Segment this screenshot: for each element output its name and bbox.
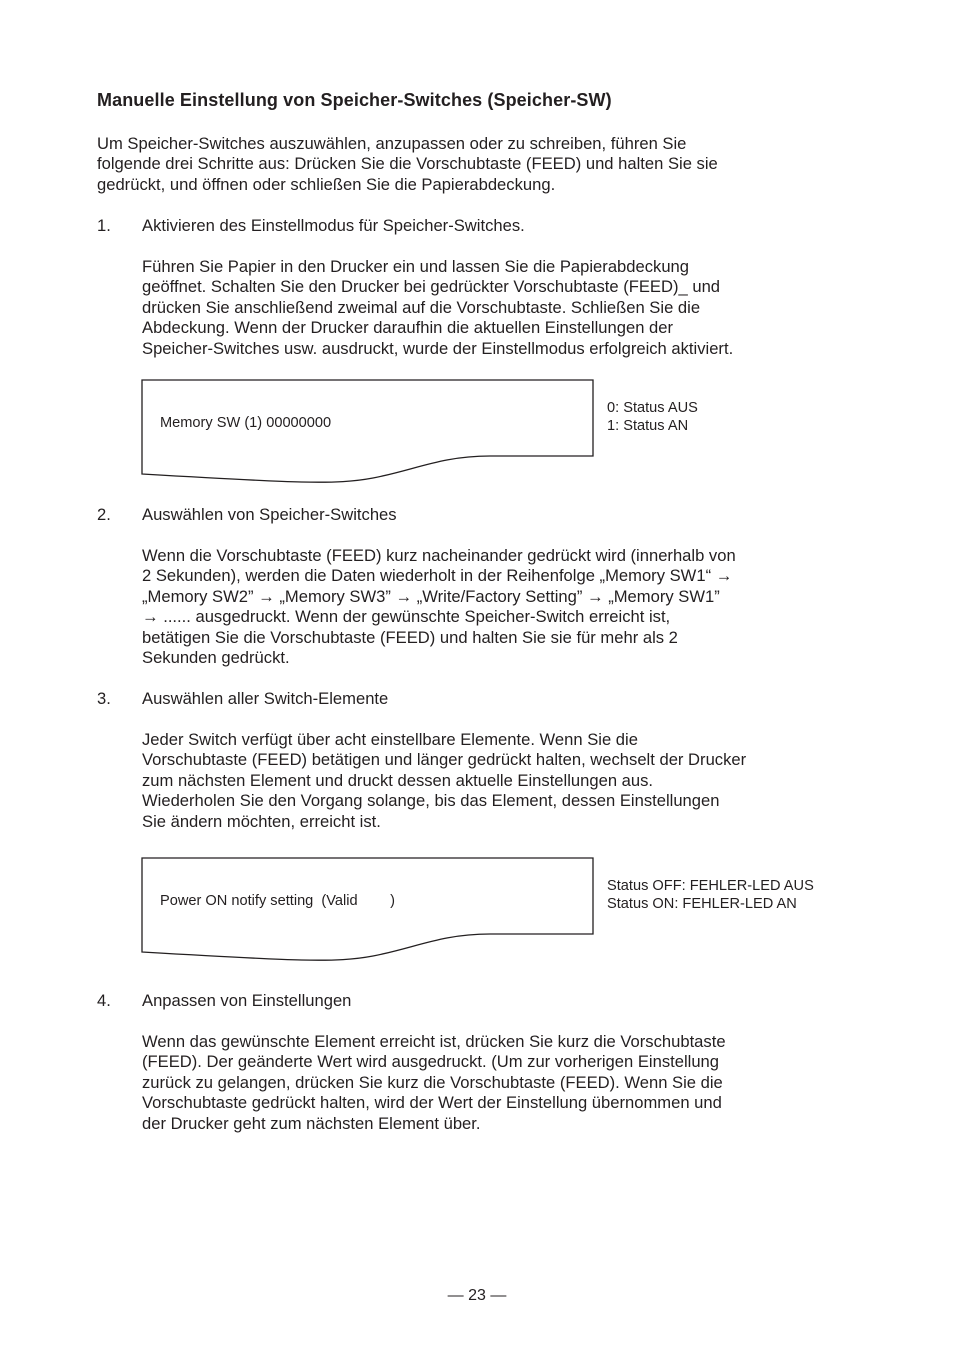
step-3-line: Jeder Switch verfügt über acht einstellbare Elemente. Wenn Sie die [142,730,638,749]
step-4-line: Wenn das gewünschte Element erreicht ist, drücken Sie kurz die Vorschubtaste [142,1032,726,1051]
step-4-body [142,1032,726,1134]
step-3-line: Vorschubtaste (FEED) betätigen und länger gedrückt halten, wechselt der Drucker [142,750,747,770]
step-1-heading: Aktivieren des Einstellmodus für Speicher-Switches. [142,216,525,235]
note-line: 1: Status AN [607,418,689,434]
step-2-line: → ...... ausgedruckt. Wenn der gewünschte Speicher-Switch erreicht ist, [142,607,671,627]
step-1-line: Speicher-Switches usw. ausdruckt, wurde der Einstellmodus erfolgreich aktiviert. [142,338,734,358]
step-1-line: drücken Sie anschließend zweimal auf die Vorschubtaste. Schließen Sie die [142,297,701,317]
step-2-line: 2 Sekunden), werden die Daten wiederholt in der Reihenfolge „Memory SW1“ → [142,566,733,586]
step-3-body [142,730,746,832]
step-2-line: Wenn die Vorschubtaste (FEED) kurz nacheinander gedrückt wird (innerhalb von [142,546,736,565]
printout-power-on [141,857,595,967]
intro-line: gedrückt, und öffnen oder schließen Sie die Papierabdeckung. [97,174,556,194]
step-2-heading: Auswählen von Speicher-Switches [142,505,397,524]
step-1-line: Führen Sie Papier in den Drucker ein und lassen Sie die Papierabdeckung [142,257,690,276]
step-2-number: 2. [97,505,111,524]
step-4-line: Vorschubtaste gedrückt halten, wird der Wert der Einstellung übernommen und [142,1093,722,1113]
step-1-line: geöffnet. Schalten Sie den Drucker bei gedrückter Vorschubtaste (FEED)_ und [142,277,721,297]
step-3-heading: Auswählen aller Switch-Elemente [142,689,389,708]
step-2-line: „Memory SW2” → „Memory SW3” → „Write/Factory Setting” → „Memory SW1” [142,586,720,606]
note-line: Status OFF: FEHLER-LED AUS [607,878,814,894]
step-3-line: Sie ändern möchten, erreicht ist. [142,811,381,831]
step-2-line: Sekunden gedrückt. [142,648,290,668]
printout-power-on-text: Power ON notify setting (Valid ) [160,893,395,909]
step-4-number: 4. [97,991,111,1010]
step-2-line: betätigen Sie die Vorschubtaste (FEED) und halten Sie sie für mehr als 2 [142,627,678,647]
page-number: — 23 — [447,1287,507,1304]
printout-power-on-notes [607,877,814,913]
step-2-body [142,546,736,668]
step-1-body [142,257,733,359]
step-1-number: 1. [97,216,111,235]
intro-paragraph [97,134,718,195]
step-3-line: Wiederholen Sie den Vorgang solange, bis das Element, dessen Einstellungen [142,791,720,811]
section-title: Manuelle Einstellung von Speicher-Switches (Speicher-SW) [97,90,612,110]
paper-outline [141,379,595,489]
printout-memory-sw-text: Memory SW (1) 00000000 [160,415,332,431]
step-3-line: zum nächsten Element und druckt dessen aktuelle Einstellungen aus. [142,770,654,790]
note-line: Status ON: FEHLER-LED AN [607,896,797,912]
paper-outline [141,857,595,967]
printout-memory-sw [141,379,595,489]
intro-line: Um Speicher-Switches auszuwählen, anzupassen oder zu schreiben, führen Sie [97,134,687,153]
intro-line: folgende drei Schritte aus: Drücken Sie die Vorschubtaste (FEED) und halten Sie sie [97,154,718,174]
step-4-line: (FEED). Der geänderte Wert wird ausgedruckt. (Um zur vorherigen Einstellung [142,1052,720,1072]
step-4-line: der Drucker geht zum nächsten Element über. [142,1113,481,1133]
note-line: 0: Status AUS [607,400,698,416]
printout-memory-sw-notes [607,399,698,435]
step-3-number: 3. [97,689,111,708]
step-4-heading: Anpassen von Einstellungen [142,991,352,1010]
step-4-line: zurück zu gelangen, drücken Sie kurz die Vorschubtaste (FEED). Wenn Sie die [142,1072,723,1092]
step-1-line: Abdeckung. Wenn der Drucker daraufhin die aktuellen Einstellungen der [142,318,674,338]
